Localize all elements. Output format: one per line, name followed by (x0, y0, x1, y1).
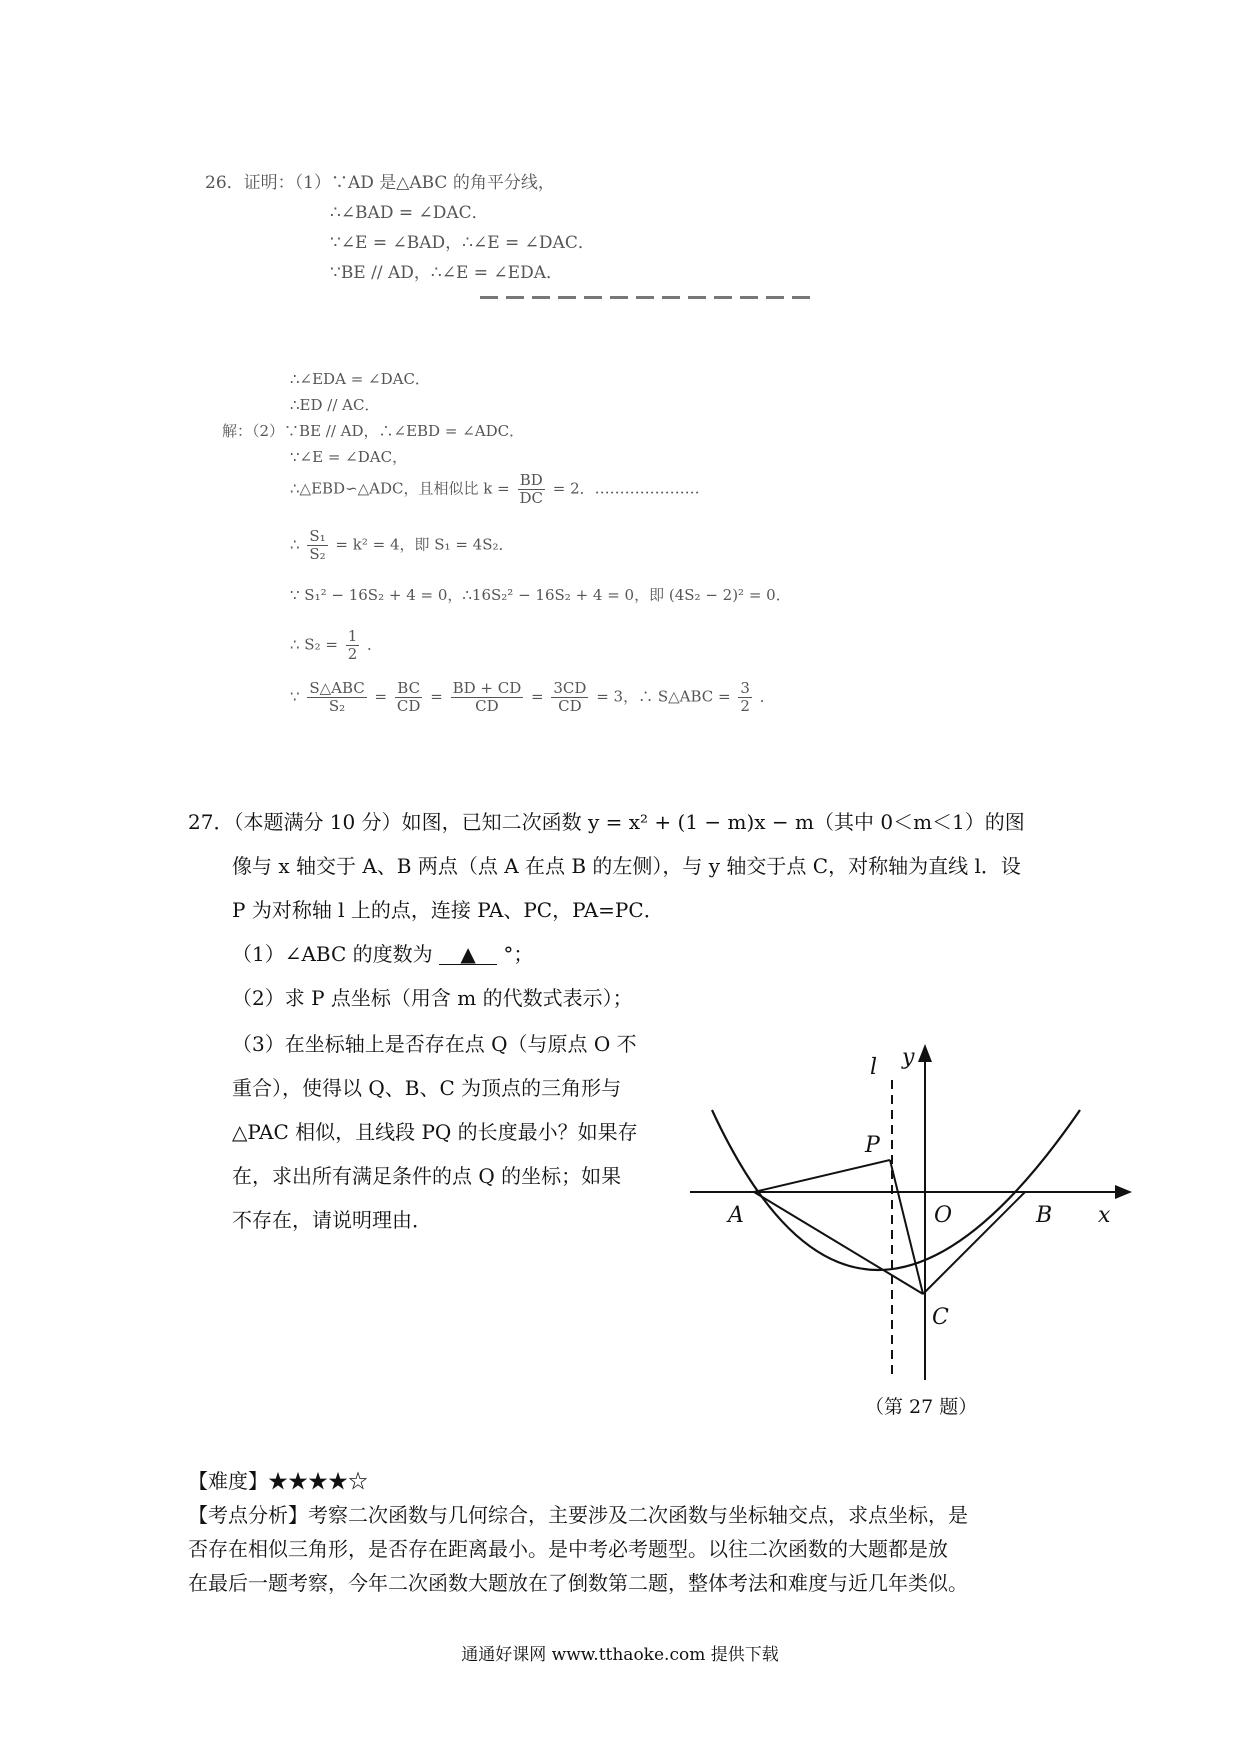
q27-figure (680, 1040, 1140, 1420)
q27-part-2: （2）求 P 点坐标（用含 m 的代数式表示）； (232, 986, 633, 1010)
q26-line-10 (290, 528, 514, 563)
q26-line-5: ∴∠EDA = ∠DAC． (290, 370, 430, 388)
fraction-bd-dc (518, 472, 546, 507)
q27-part-3-line-2: 重合），使得以 Q、B、C 为顶点的三角形与 (232, 1076, 622, 1100)
q26-line-13-post: ． (759, 687, 775, 706)
fraction-s1-s2 (307, 528, 327, 563)
segment-ac (754, 1192, 923, 1294)
q26-line-4: ∵BE // AD，∴∠E = ∠EDA． (330, 263, 563, 283)
fraction-sabc-s2 (307, 680, 366, 715)
frac-num: BD (518, 472, 546, 490)
difficulty-row (188, 1466, 368, 1496)
frac-den: S₂ (309, 545, 326, 563)
y-axis-arrow-icon (918, 1044, 932, 1062)
q26-line-11: ∵ S₁² − 16S₂ + 4 = 0，∴16S₂² − 16S₂ + 4 = 0，即 (4S₂ − 2)² = 0． (290, 586, 791, 604)
label-c: C (932, 1305, 949, 1330)
fraction-one-half (346, 628, 360, 663)
fraction-three-halves (738, 680, 752, 715)
fraction-bc-cd (395, 680, 423, 715)
fraction-3cd-cd (551, 680, 588, 715)
analysis-line-2: 否存在相似三角形，是否存在距离最小。是中考必考题型。以往二次函数的大题都是放 (188, 1537, 948, 1561)
q26-line-7: 解：（2）∵BE // AD，∴∠EBD = ∠ADC． (222, 422, 525, 440)
equals-sign: = (430, 687, 443, 706)
segment-pc (890, 1160, 923, 1294)
label-o: O (934, 1203, 953, 1228)
frac-den: CD (558, 697, 582, 715)
scan-artifact (480, 296, 810, 299)
q27-line-3: P 为对称轴 l 上的点，连接 PA、PC，PA=PC． (232, 898, 664, 922)
fraction-bdcd-cd (451, 680, 524, 715)
frac-den: CD (396, 697, 421, 715)
parabola-curve (712, 1110, 1080, 1270)
frac-den: CD (475, 697, 499, 715)
q27-part-1-post: °； (503, 942, 534, 966)
difficulty-stars: ★★★★☆ (268, 1469, 368, 1493)
q27-part-3-line-3: △PAC 相似，且线段 PQ 的长度最小？如果存 (232, 1120, 638, 1144)
q27-line-1: 27．（本题满分 10 分）如图，已知二次函数 y = x² + (1 − m)x − m（其中 0＜m＜1）的图 (188, 810, 1025, 834)
difficulty-label: 【难度】 (188, 1469, 268, 1493)
label-l: l (870, 1055, 878, 1080)
q26-line-12-post: ． (367, 635, 383, 654)
frac-num: S₁ (309, 527, 326, 545)
frac-num: BC (395, 680, 423, 698)
equals-sign: = (531, 687, 544, 706)
q26-line-1: 26．证明：（1）∵AD 是△ABC 的角平分线， (205, 173, 555, 193)
frac-den: S₂ (328, 697, 346, 715)
q26-line-3: ∵∠E = ∠BAD，∴∠E = ∠DAC． (330, 233, 595, 253)
q27-part-3-line-5: 不存在，请说明理由． (232, 1208, 432, 1232)
q26-line-12 (290, 628, 382, 663)
q27-part-3-line-1: （3）在坐标轴上是否存在点 Q（与原点 O 不 (232, 1032, 637, 1056)
page-footer: 通通好课网 www.tthaoke.com 提供下载 (461, 1645, 779, 1665)
q26-line-6: ∴ED // AC． (290, 396, 380, 414)
answer-blank: ▲ (439, 944, 497, 965)
q26-line-13 (290, 680, 775, 715)
figure-caption: （第 27 题） (865, 1396, 978, 1418)
q26-line-12-pre: ∴ S₂ = (290, 635, 338, 654)
q27-line-2: 像与 x 轴交于 A、B 两点（点 A 在点 B 的左侧），与 y 轴交于点 C，对称轴为直线 l．设 (232, 854, 1021, 878)
q26-line-10-post: = k² = 4，即 S₁ = 4S₂． (335, 535, 514, 554)
frac-den: 2 (740, 697, 750, 715)
label-x: x (1098, 1203, 1111, 1228)
label-p: P (865, 1133, 880, 1158)
label-a: A (728, 1203, 744, 1228)
x-axis-arrow-icon (1115, 1185, 1132, 1199)
frac-num: 3 (740, 679, 750, 697)
frac-num: S△ABC (309, 679, 365, 697)
segment-pa (754, 1160, 890, 1192)
q26-line-2: ∴∠BAD = ∠DAC． (330, 203, 489, 223)
q27-part-3-line-4: 在，求出所有满足条件的点 Q 的坐标；如果 (232, 1164, 622, 1188)
q26-line-9-pre: ∴△EBD∽△ADC，且相似比 k = (290, 479, 510, 498)
frac-num: 1 (347, 627, 358, 645)
analysis-line-1: 【考点分析】考察二次函数与几何综合，主要涉及二次函数与坐标轴交点，求点坐标，是 (188, 1503, 968, 1527)
analysis-line-3: 在最后一题考察，今年二次函数大题放在了倒数第二题，整体考法和难度与近几年类似。 (188, 1571, 968, 1595)
q26-line-13-pre: ∵ (290, 687, 300, 706)
label-y: y (902, 1045, 915, 1070)
label-b: B (1036, 1203, 1053, 1228)
equals-sign: = (374, 687, 388, 706)
frac-num: 3CD (553, 679, 587, 697)
q26-line-10-pre: ∴ (290, 535, 300, 554)
q26-line-9-post: = 2．………………… (552, 479, 700, 498)
frac-den: DC (519, 489, 544, 507)
q26-line-8: ∵∠E = ∠DAC， (290, 448, 408, 466)
frac-den: 2 (347, 645, 358, 663)
q26-line-9 (290, 472, 700, 507)
q26-line-13-mid: = 3，∴ S△ABC = (596, 687, 731, 706)
q27-part-1 (232, 940, 533, 968)
frac-num: BD + CD (452, 679, 522, 697)
q27-part-1-pre: （1）∠ABC 的度数为 (232, 942, 433, 966)
